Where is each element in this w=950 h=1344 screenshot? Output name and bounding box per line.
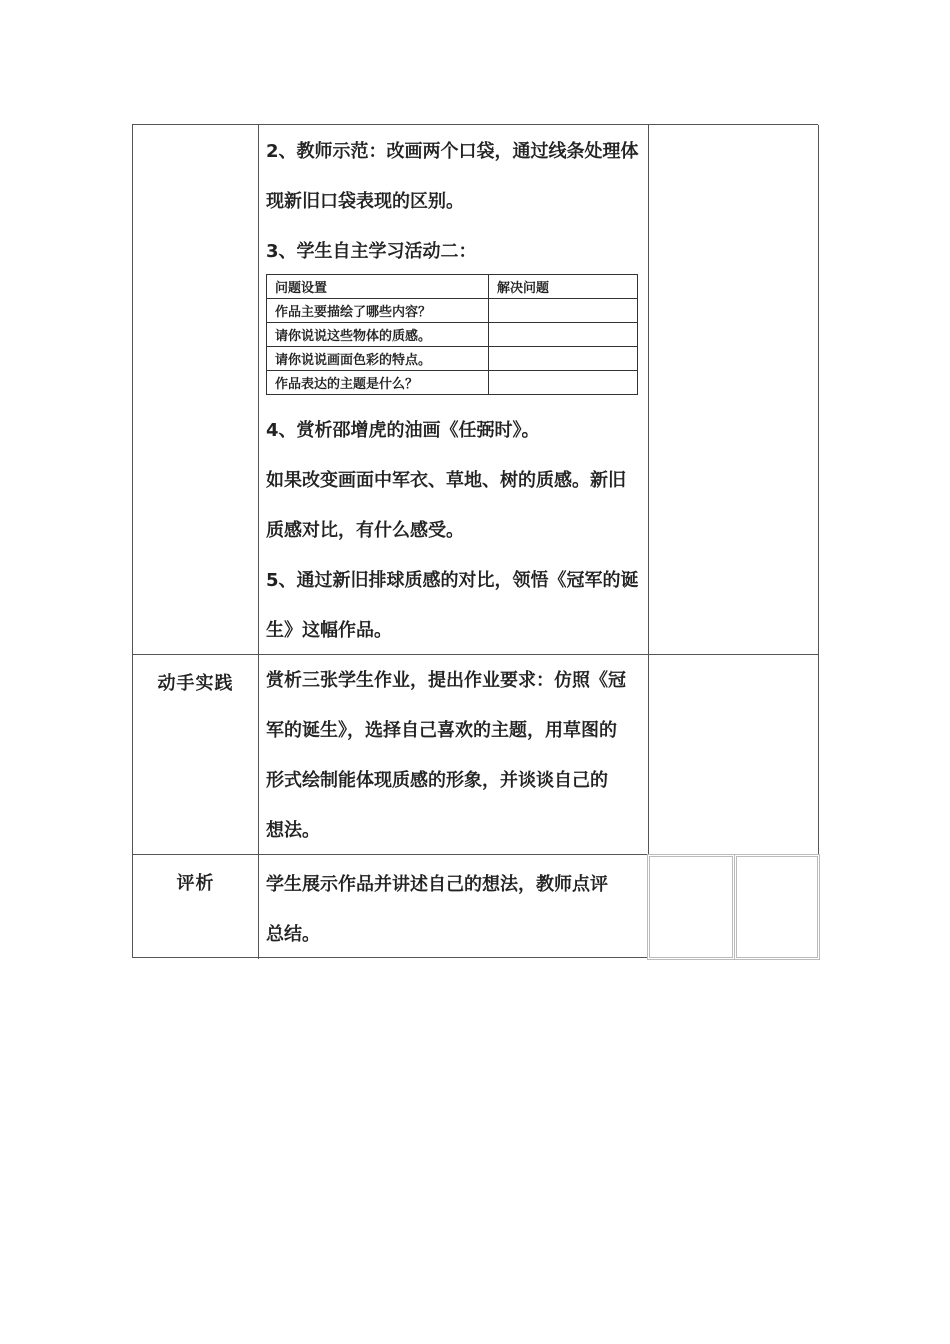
row1-label-cell <box>133 125 258 654</box>
row2-notes-cell <box>648 655 819 855</box>
question-cell: 作品表达的主题是什么？ <box>267 371 489 395</box>
question-cell: 请你说说这些物体的质感。 <box>267 323 489 347</box>
table-row <box>267 347 638 371</box>
step2-line1: 2、教师示范：改画两个口袋，通过线条处理体 <box>266 141 639 162</box>
step4-heading: 4、赏析邵增虎的油画《任弼时》。 <box>266 420 540 441</box>
evaluation-empty-cell-left <box>647 854 735 960</box>
practice-line4: 想法。 <box>266 820 320 841</box>
activity-question-table <box>266 274 638 395</box>
question-cell: 作品主要描绘了哪些内容？ <box>267 299 489 323</box>
answer-cell <box>489 347 638 371</box>
step4-line2: 质感对比，有什么感受。 <box>266 520 464 541</box>
header-answer: 解决问题 <box>489 275 638 299</box>
row2-label: 动手实践 <box>157 673 234 694</box>
question-cell: 请你说说画面色彩的特点。 <box>267 347 489 371</box>
evaluation-line1: 学生展示作品并讲述自己的想法，教师点评 <box>266 874 608 895</box>
header-question: 问题设置 <box>267 275 489 299</box>
table-row <box>267 371 638 395</box>
lesson-plan-table <box>132 124 818 958</box>
answer-cell <box>489 299 638 323</box>
practice-line1: 赏析三张学生作业，提出作业要求：仿照《冠 <box>266 670 626 691</box>
row3-label-cell <box>133 855 258 959</box>
step5-line1: 5、通过新旧排球质感的对比，领悟《冠军的诞 <box>266 570 639 591</box>
step2-line2: 现新旧口袋表现的区别。 <box>266 191 464 212</box>
evaluation-line2: 总结。 <box>266 924 320 945</box>
table-row <box>267 299 638 323</box>
answer-cell <box>489 371 638 395</box>
row3-label: 评析 <box>176 873 215 894</box>
row1-notes-cell <box>648 125 819 654</box>
row3-paragraph <box>266 860 608 960</box>
row1-paragraph-b <box>266 406 639 656</box>
table-row-hands-on-practice <box>133 654 819 855</box>
table-header-row <box>267 275 638 299</box>
table-row-teaching-steps <box>133 125 819 654</box>
row1-paragraph-a <box>266 127 639 277</box>
practice-line3: 形式绘制能体现质感的形象，并谈谈自己的 <box>266 770 608 791</box>
row2-paragraph <box>266 656 626 856</box>
table-row <box>267 323 638 347</box>
practice-line2: 军的诞生》，选择自己喜欢的主题，用草图的 <box>266 720 617 741</box>
evaluation-empty-cell-right <box>734 854 820 960</box>
step3-heading: 3、学生自主学习活动二： <box>266 241 477 262</box>
step4-line1: 如果改变画面中军衣、草地、树的质感。新旧 <box>266 470 626 491</box>
answer-cell <box>489 323 638 347</box>
row2-label-cell <box>133 655 258 855</box>
step5-line2: 生》这幅作品。 <box>266 620 392 641</box>
